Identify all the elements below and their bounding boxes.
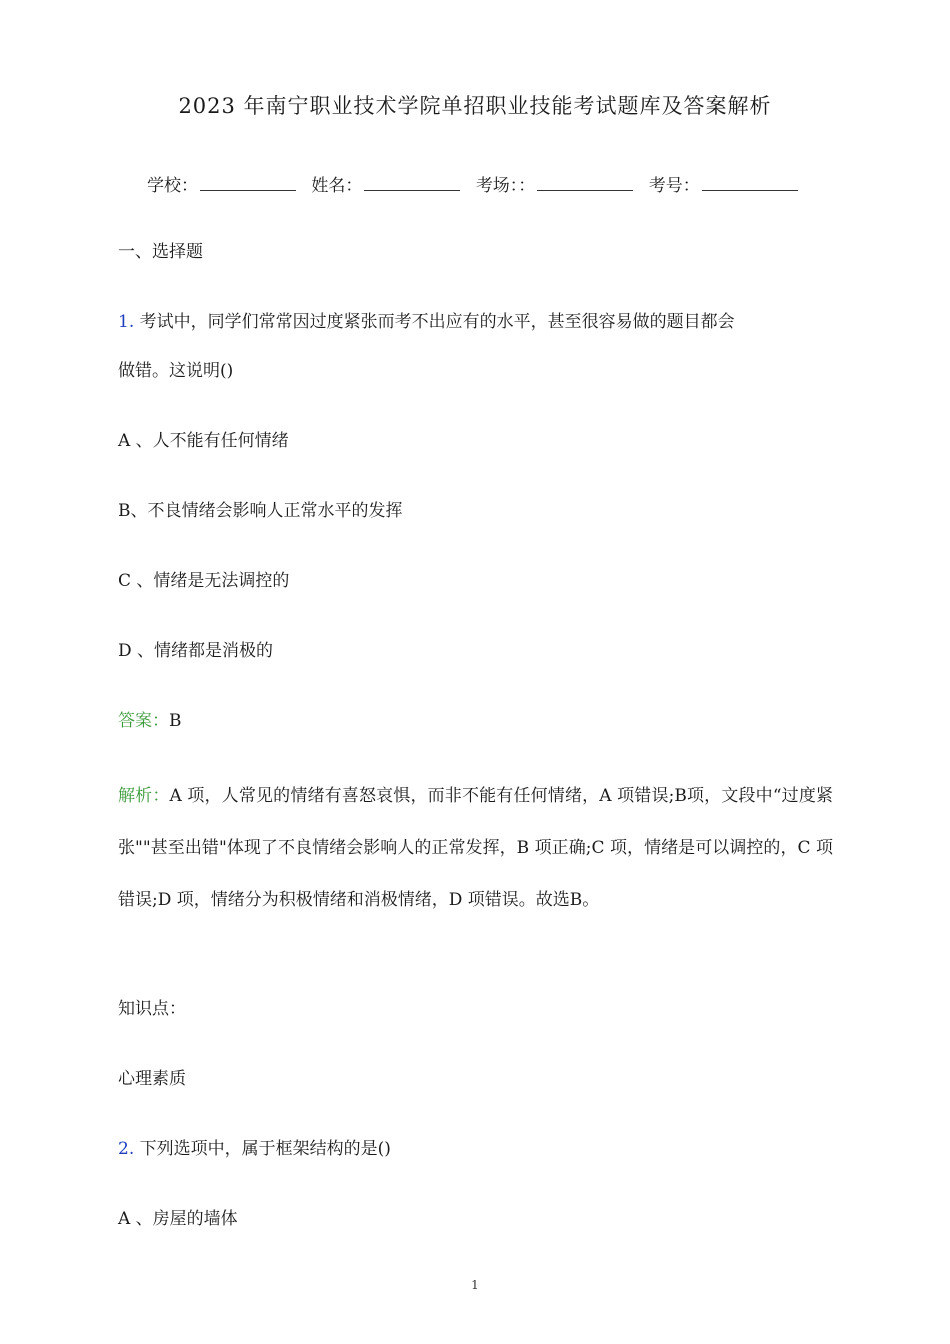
section-heading: 一、选择题 xyxy=(118,242,203,262)
answer-value: B xyxy=(169,711,182,731)
question-1-option-c: C 、情绪是无法调控的 xyxy=(118,571,290,591)
room-label: 考场：： xyxy=(475,176,536,196)
question-1-knowledge-value: 心理素质 xyxy=(118,1069,186,1089)
id-blank[interactable] xyxy=(702,176,798,191)
question-1-stem-line-2: 做错。这说明() xyxy=(118,361,234,381)
question-1-option-d: D 、情绪都是消极的 xyxy=(118,641,274,661)
question-1-stem-text: 考试中，同学们常常因过度紧张而考不出应有的水平，甚至很容易做的题目都会 xyxy=(139,312,735,332)
analysis-label: 解析： xyxy=(118,786,170,806)
school-label: 学校： xyxy=(147,176,198,196)
question-2-number: 2. xyxy=(118,1139,135,1159)
school-blank[interactable] xyxy=(200,176,296,191)
question-1-number: 1. xyxy=(118,312,135,332)
question-2-stem xyxy=(118,1134,391,1159)
room-blank[interactable] xyxy=(537,176,633,191)
question-1-analysis xyxy=(118,770,833,926)
document-title: 2023 年南宁职业技术学院单招职业技能考试题库及答案解析 xyxy=(178,94,772,118)
question-1-stem-line-1 xyxy=(118,307,735,332)
question-1-knowledge-label: 知识点： xyxy=(118,999,186,1019)
question-1-option-a: A 、人不能有任何情绪 xyxy=(118,431,289,451)
analysis-text: A 项，人常见的情绪有喜怒哀惧，而非不能有任何情绪，A 项错误;B项，文段中“过度紧张""甚至出错"体现了不良情绪会影响人的正常发挥，B 项正确;C 项，情绪是可以调控的，C 项错误;D 项，情绪分为积极情绪和消极情绪，D 项错误。故选B。 xyxy=(118,786,833,910)
answer-label: 答案： xyxy=(118,711,169,731)
question-2-stem-text: 下列选项中，属于框架结构的是() xyxy=(139,1139,391,1159)
question-2-option-a: A 、房屋的墙体 xyxy=(118,1209,238,1229)
id-label: 考号： xyxy=(648,176,700,196)
page-number: 1 xyxy=(471,1278,479,1292)
question-1-answer xyxy=(118,706,182,731)
name-blank[interactable] xyxy=(364,176,460,191)
question-1-option-b: B、不良情绪会影响人正常水平的发挥 xyxy=(118,501,403,521)
exam-info-line xyxy=(147,171,808,196)
name-label: 姓名： xyxy=(311,176,363,196)
